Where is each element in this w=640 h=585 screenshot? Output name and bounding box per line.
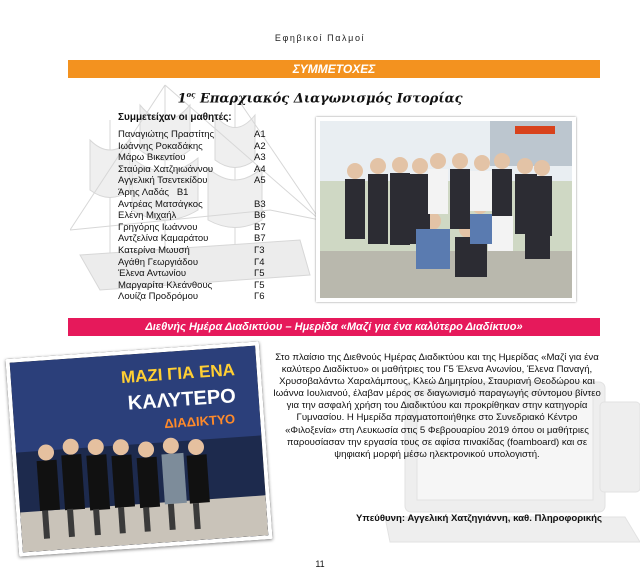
student-name: Έλενα Αντωνίου	[118, 268, 187, 280]
student-class: Γ5	[254, 279, 265, 291]
student-class: Β7	[254, 221, 266, 233]
list-item	[118, 222, 268, 234]
list-item	[118, 210, 268, 222]
internet-day-photo	[5, 341, 272, 556]
list-item	[118, 268, 268, 280]
list-item	[118, 187, 268, 199]
student-class: Β3	[254, 198, 266, 210]
student-class: Α5	[254, 175, 266, 187]
student-name: Αντρέας Ματσάγκος	[118, 198, 203, 210]
student-class: Β7	[254, 233, 266, 245]
title-superscript: ος	[186, 90, 196, 99]
group-photo-image	[320, 121, 572, 298]
student-name: Άρης Λαδάς Β1	[118, 186, 189, 198]
photo-banner-text-1: ΜΑΖΙ ΓΙΑ ΕΝΑ	[120, 360, 236, 388]
internet-day-photo-image	[10, 346, 269, 553]
students-heading: Συμμετείχαν οι μαθητές:	[118, 112, 232, 123]
page-header: Εφηβικοί Παλμοί	[274, 33, 366, 43]
student-class: Α2	[254, 140, 266, 152]
student-name: Ελένη Μιχαήλ	[118, 210, 177, 222]
article-signature: Υπεύθυνη: Αγγελική Χατζηγιάννη, καθ. Πληροφορικής	[355, 513, 602, 524]
list-item	[118, 257, 268, 269]
student-class: Γ6	[254, 291, 265, 303]
list-item	[118, 280, 268, 292]
list-item	[118, 175, 268, 187]
history-competition-title	[0, 90, 640, 106]
list-item	[118, 164, 268, 176]
student-name: Γρηγόρης Ιωάννου	[118, 221, 198, 233]
list-item	[118, 141, 268, 153]
student-name: Αγάθη Γεωργιάδου	[118, 256, 199, 268]
student-class: Γ3	[254, 244, 265, 256]
list-item	[118, 129, 268, 141]
student-name: Μάρω Βικεντίου	[118, 152, 186, 164]
student-class	[254, 187, 268, 199]
student-class: Γ5	[254, 268, 265, 280]
photo-banner-text-3: ΔΙΑΔΙΚΤΥΟ	[163, 411, 236, 432]
page-number: 11	[315, 559, 325, 569]
student-class: Γ4	[254, 256, 265, 268]
list-item	[118, 152, 268, 164]
internet-day-article: Στο πλαίσιο της Διεθνούς Ημέρας Διαδικτύου και της Ημερίδας «Μαζί για ένα καλύτερο Διαδίκτυο» οι μαθήτριες του Γ5 Έλενα Ανωνίου, Έλενα Παναγή, Χρυσοβαλάντω Χαραλάμπους, Κλεώ Δημητρίου, Σταυριανή Θεοδώρου και Ιωάννα Ιουλιανού, έλαβαν μέρος σε διαγωνισμό παραγωγής σύντομου βίντεο για την ασφαλή χρήση του Διαδικτύου και προκρίθηκαν στην κατηγορία Γυμνασίου. Η Ημερίδα πραγματοποιήθηκε στο Συνεδριακό Κέντρο «Φιλοξενία» στη Λευκωσία στις 5 Φεβρουαρίου 2019 όπου οι μαθήτριες παρουσίασαν την εργασία τους σε αφίσα πινακίδας (foamboard) και σε ψηφιακή μορφή μέσω ηλεκτρονικού υπολογιστή.	[273, 352, 601, 460]
student-name: Σταύρια Χατζηιωάννου	[118, 163, 214, 175]
photo-banner-text-2: ΚΑΛΥΤΕΡΟ	[127, 385, 237, 415]
title-text: Επαρχιακός Διαγωνισμός Ιστορίας	[195, 91, 463, 107]
list-item	[118, 199, 268, 211]
students-list	[118, 129, 268, 303]
student-name: Ιωάννης Ροκαδάκης	[118, 140, 203, 152]
list-item	[118, 233, 268, 245]
student-name: Μαργαρίτα Κλεάνθους	[118, 279, 213, 291]
student-class: Α3	[254, 152, 266, 164]
internet-day-banner: Διεθνής Ημέρα Διαδικτύου – Ημερίδα «Μαζί για ένα καλύτερο Διαδίκτυο»	[68, 318, 600, 336]
student-class: Α1	[254, 129, 266, 140]
list-item	[118, 291, 268, 303]
student-name: Κατερίνα Μωυσή	[118, 244, 190, 256]
student-name: Λουίζα Προδρόμου	[118, 291, 199, 303]
student-name: Αντζελίνα Καμαράτου	[118, 233, 209, 245]
student-name: Αγγελική Τσεντεκίδου	[118, 175, 208, 187]
list-item	[118, 245, 268, 257]
group-photo-history	[316, 117, 576, 302]
student-class: Α4	[254, 163, 266, 175]
participations-banner: ΣΥΜΜΕΤΟΧΕΣ	[68, 60, 600, 78]
student-class: Β6	[254, 210, 266, 222]
student-name: Παναγιώτης Πραστίτης	[118, 129, 215, 140]
title-number: 1	[177, 91, 187, 107]
